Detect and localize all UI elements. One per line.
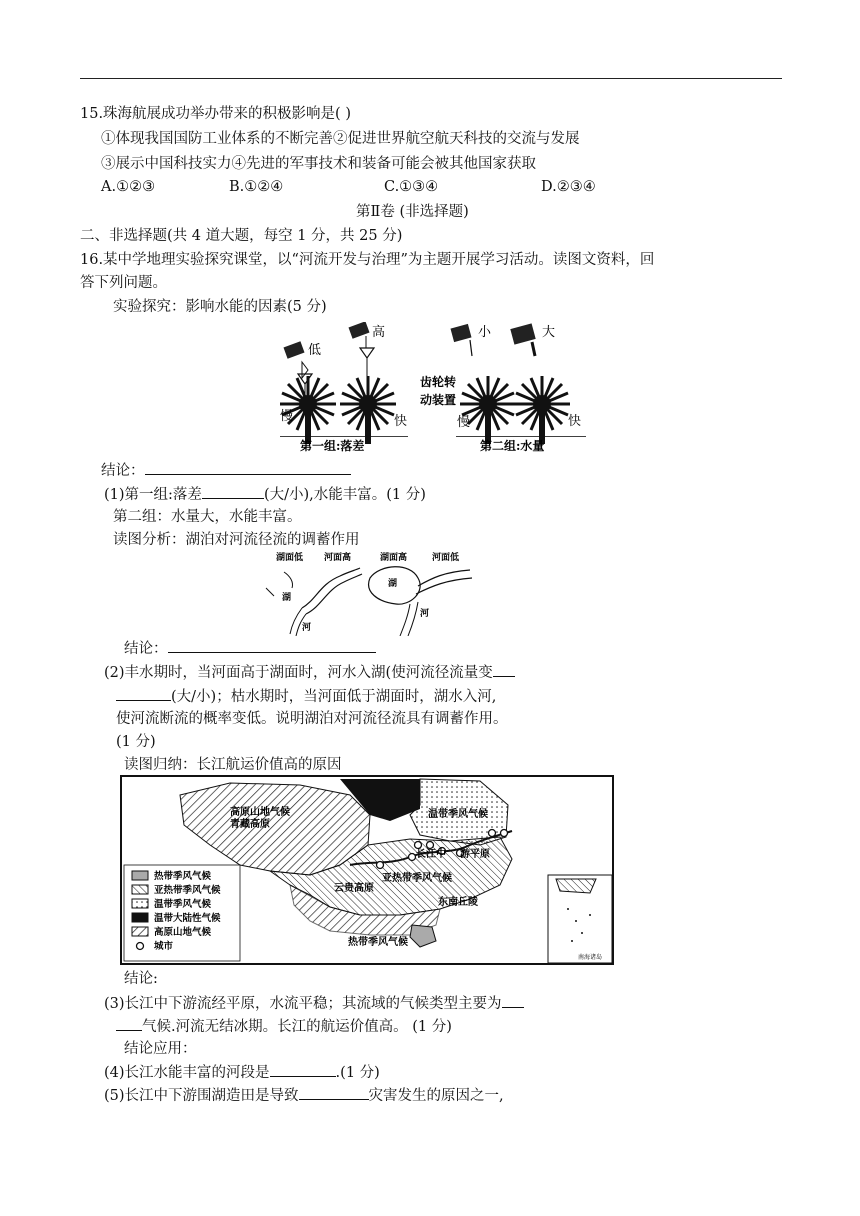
q15-option-b[interactable]: B.①②④ xyxy=(229,179,284,195)
legend-continental: 温带大陆性气候 xyxy=(154,913,221,924)
legend-plateau: 高原山地气候 xyxy=(154,927,212,938)
p5-text-b: 灾害发生的原因之一, xyxy=(368,1088,504,1104)
lake-regulation-figure xyxy=(260,548,480,636)
section-title: 第Ⅱ卷 (非选择题) xyxy=(356,204,469,220)
device-label-2: 动装置 xyxy=(420,393,457,407)
p3-blank-2[interactable] xyxy=(116,1016,142,1031)
p5-blank[interactable] xyxy=(299,1085,369,1100)
q15-option-d[interactable]: D.②③④ xyxy=(541,179,596,195)
q16-part1 xyxy=(104,484,426,505)
river-label-2: 河 xyxy=(420,609,430,619)
group2-label: 第二组:水量 xyxy=(480,439,545,453)
high-label: 高 xyxy=(372,325,386,340)
map-summary-title: 读图归纳：长江航运价值高的原因 xyxy=(124,757,342,773)
conclusion-label-2: 结论： xyxy=(124,641,168,657)
lake-label-1: 湖 xyxy=(282,593,292,603)
conclusion-blank-2[interactable] xyxy=(168,638,376,653)
p2-text-a: (2)丰水期时，当河面高于湖面时，河水入湖(使河流径流量变 xyxy=(104,665,493,681)
lake-high-label: 湖面高 xyxy=(380,553,408,563)
waterwheel-figure xyxy=(280,322,590,458)
q15-option-c[interactable]: C.①③④ xyxy=(384,179,439,195)
q16-part3-b xyxy=(116,1016,452,1037)
q16-part4 xyxy=(104,1062,380,1083)
legend-tropical: 热带季风气候 xyxy=(154,871,212,882)
river-low-label: 河面低 xyxy=(432,553,460,563)
q16-part3-a xyxy=(104,993,524,1014)
temperate-monsoon-label: 温带季风气候 xyxy=(428,809,488,820)
p4-text-a: (4)长江水能丰富的河段是 xyxy=(104,1065,270,1081)
p1-text-b: (大/小),水能丰富。(1 分) xyxy=(263,487,426,503)
plain-label-2: 游平原 xyxy=(460,849,490,860)
p2-text-d: (1 分) xyxy=(116,734,156,750)
p1-group2: 第二组：水量大，水能丰富。 xyxy=(113,509,302,525)
p5-text-a: (5)长江中下游围湖造田是导致 xyxy=(104,1088,299,1104)
conclusion-label: 结论： xyxy=(101,463,145,479)
q16-part5 xyxy=(104,1085,504,1106)
small-label: 小 xyxy=(478,325,492,340)
device-label-1: 齿轮转 xyxy=(420,375,457,389)
q16-stem-2: 答下列问题。 xyxy=(80,275,167,291)
plain-label-1: 长江中 xyxy=(416,849,446,860)
subtropical-label: 亚热带季风气候 xyxy=(382,873,452,884)
fast-label-1: 快 xyxy=(394,414,408,429)
q15-option-a[interactable]: A.①②③ xyxy=(101,179,156,195)
application-title: 结论应用： xyxy=(124,1041,197,1057)
p4-text-b: .(1 分) xyxy=(335,1065,380,1081)
group1-label: 第一组:落差 xyxy=(300,439,365,453)
section-header: 二、非选择题(共 4 道大题，每空 1 分，共 25 分) xyxy=(80,228,403,244)
conclusion-line-2 xyxy=(124,638,376,659)
p3-text-b: 气候.河流无结冰期。长江的航运价值高。 (1 分) xyxy=(142,1019,452,1035)
qingzang-label: 青藏高原 xyxy=(230,819,270,830)
dongnan-label: 东南丘陵 xyxy=(438,897,478,908)
q15-line1: ①体现我国国防工业体系的不断完善②促进世界航空航天科技的交流与发展 xyxy=(101,131,580,147)
yungui-label: 云贵高原 xyxy=(334,883,374,894)
conclusion-3: 结论: xyxy=(124,971,158,987)
tropical-map-label: 热带季风气候 xyxy=(348,937,408,948)
inset-label: 南海诸岛 xyxy=(578,954,603,961)
conclusion-blank-1[interactable] xyxy=(145,460,351,475)
experiment-title: 实验探究：影响水能的因素(5 分) xyxy=(113,299,327,315)
map-analysis-title: 读图分析：湖泊对河流径流的调蓄作用 xyxy=(113,532,360,548)
fast-label-2: 快 xyxy=(568,414,582,429)
slow-label-2: 慢 xyxy=(457,415,471,430)
q16-part2-a xyxy=(104,662,515,683)
low-label: 低 xyxy=(308,343,322,358)
river-high-label-1: 河面高 xyxy=(324,553,352,563)
river-label-1: 河 xyxy=(302,623,312,633)
q16-part2-b xyxy=(116,686,496,707)
lake-label-2: 湖 xyxy=(388,579,398,589)
legend-subtropical: 亚热带季风气候 xyxy=(154,885,221,896)
p1-blank[interactable] xyxy=(202,484,264,499)
p1-text-a: (1)第一组:落差 xyxy=(104,487,202,503)
climate-map xyxy=(120,775,614,965)
legend-temperate: 温带季风气候 xyxy=(154,899,212,910)
p3-blank-1[interactable] xyxy=(502,993,524,1008)
q15-stem: 15.珠海航展成功举办带来的积极影响是( ) xyxy=(80,106,351,122)
lake-low-label: 湖面低 xyxy=(276,553,304,563)
p2-text-c: 使河流断流的概率变低。说明湖泊对河流径流具有调蓄作用。 xyxy=(116,711,508,727)
p2-blank-2[interactable] xyxy=(116,686,171,701)
p3-text-a: (3)长江中下游流经平原，水流平稳；其流域的气候类型主要为 xyxy=(104,996,502,1012)
q15-line2: ③展示中国科技实力④先进的军事技术和装备可能会被其他国家获取 xyxy=(101,156,536,172)
q16-stem-1: 16.某中学地理实验探究课堂，以“河流开发与治理”为主题开展学习活动。读图文资料，回 xyxy=(80,252,655,268)
header-rule xyxy=(80,78,782,79)
p2-text-b: (大/小)；枯水期时，当河面低于湖面时，湖水入河, xyxy=(171,689,497,705)
p2-blank-1[interactable] xyxy=(493,662,515,677)
legend-city: 城市 xyxy=(154,941,174,952)
p4-blank[interactable] xyxy=(270,1062,336,1077)
slow-label-1: 慢 xyxy=(280,409,294,424)
conclusion-line-1 xyxy=(101,460,351,481)
big-label: 大 xyxy=(542,325,556,340)
plateau-climate-label: 高原山地气候 xyxy=(230,807,290,818)
